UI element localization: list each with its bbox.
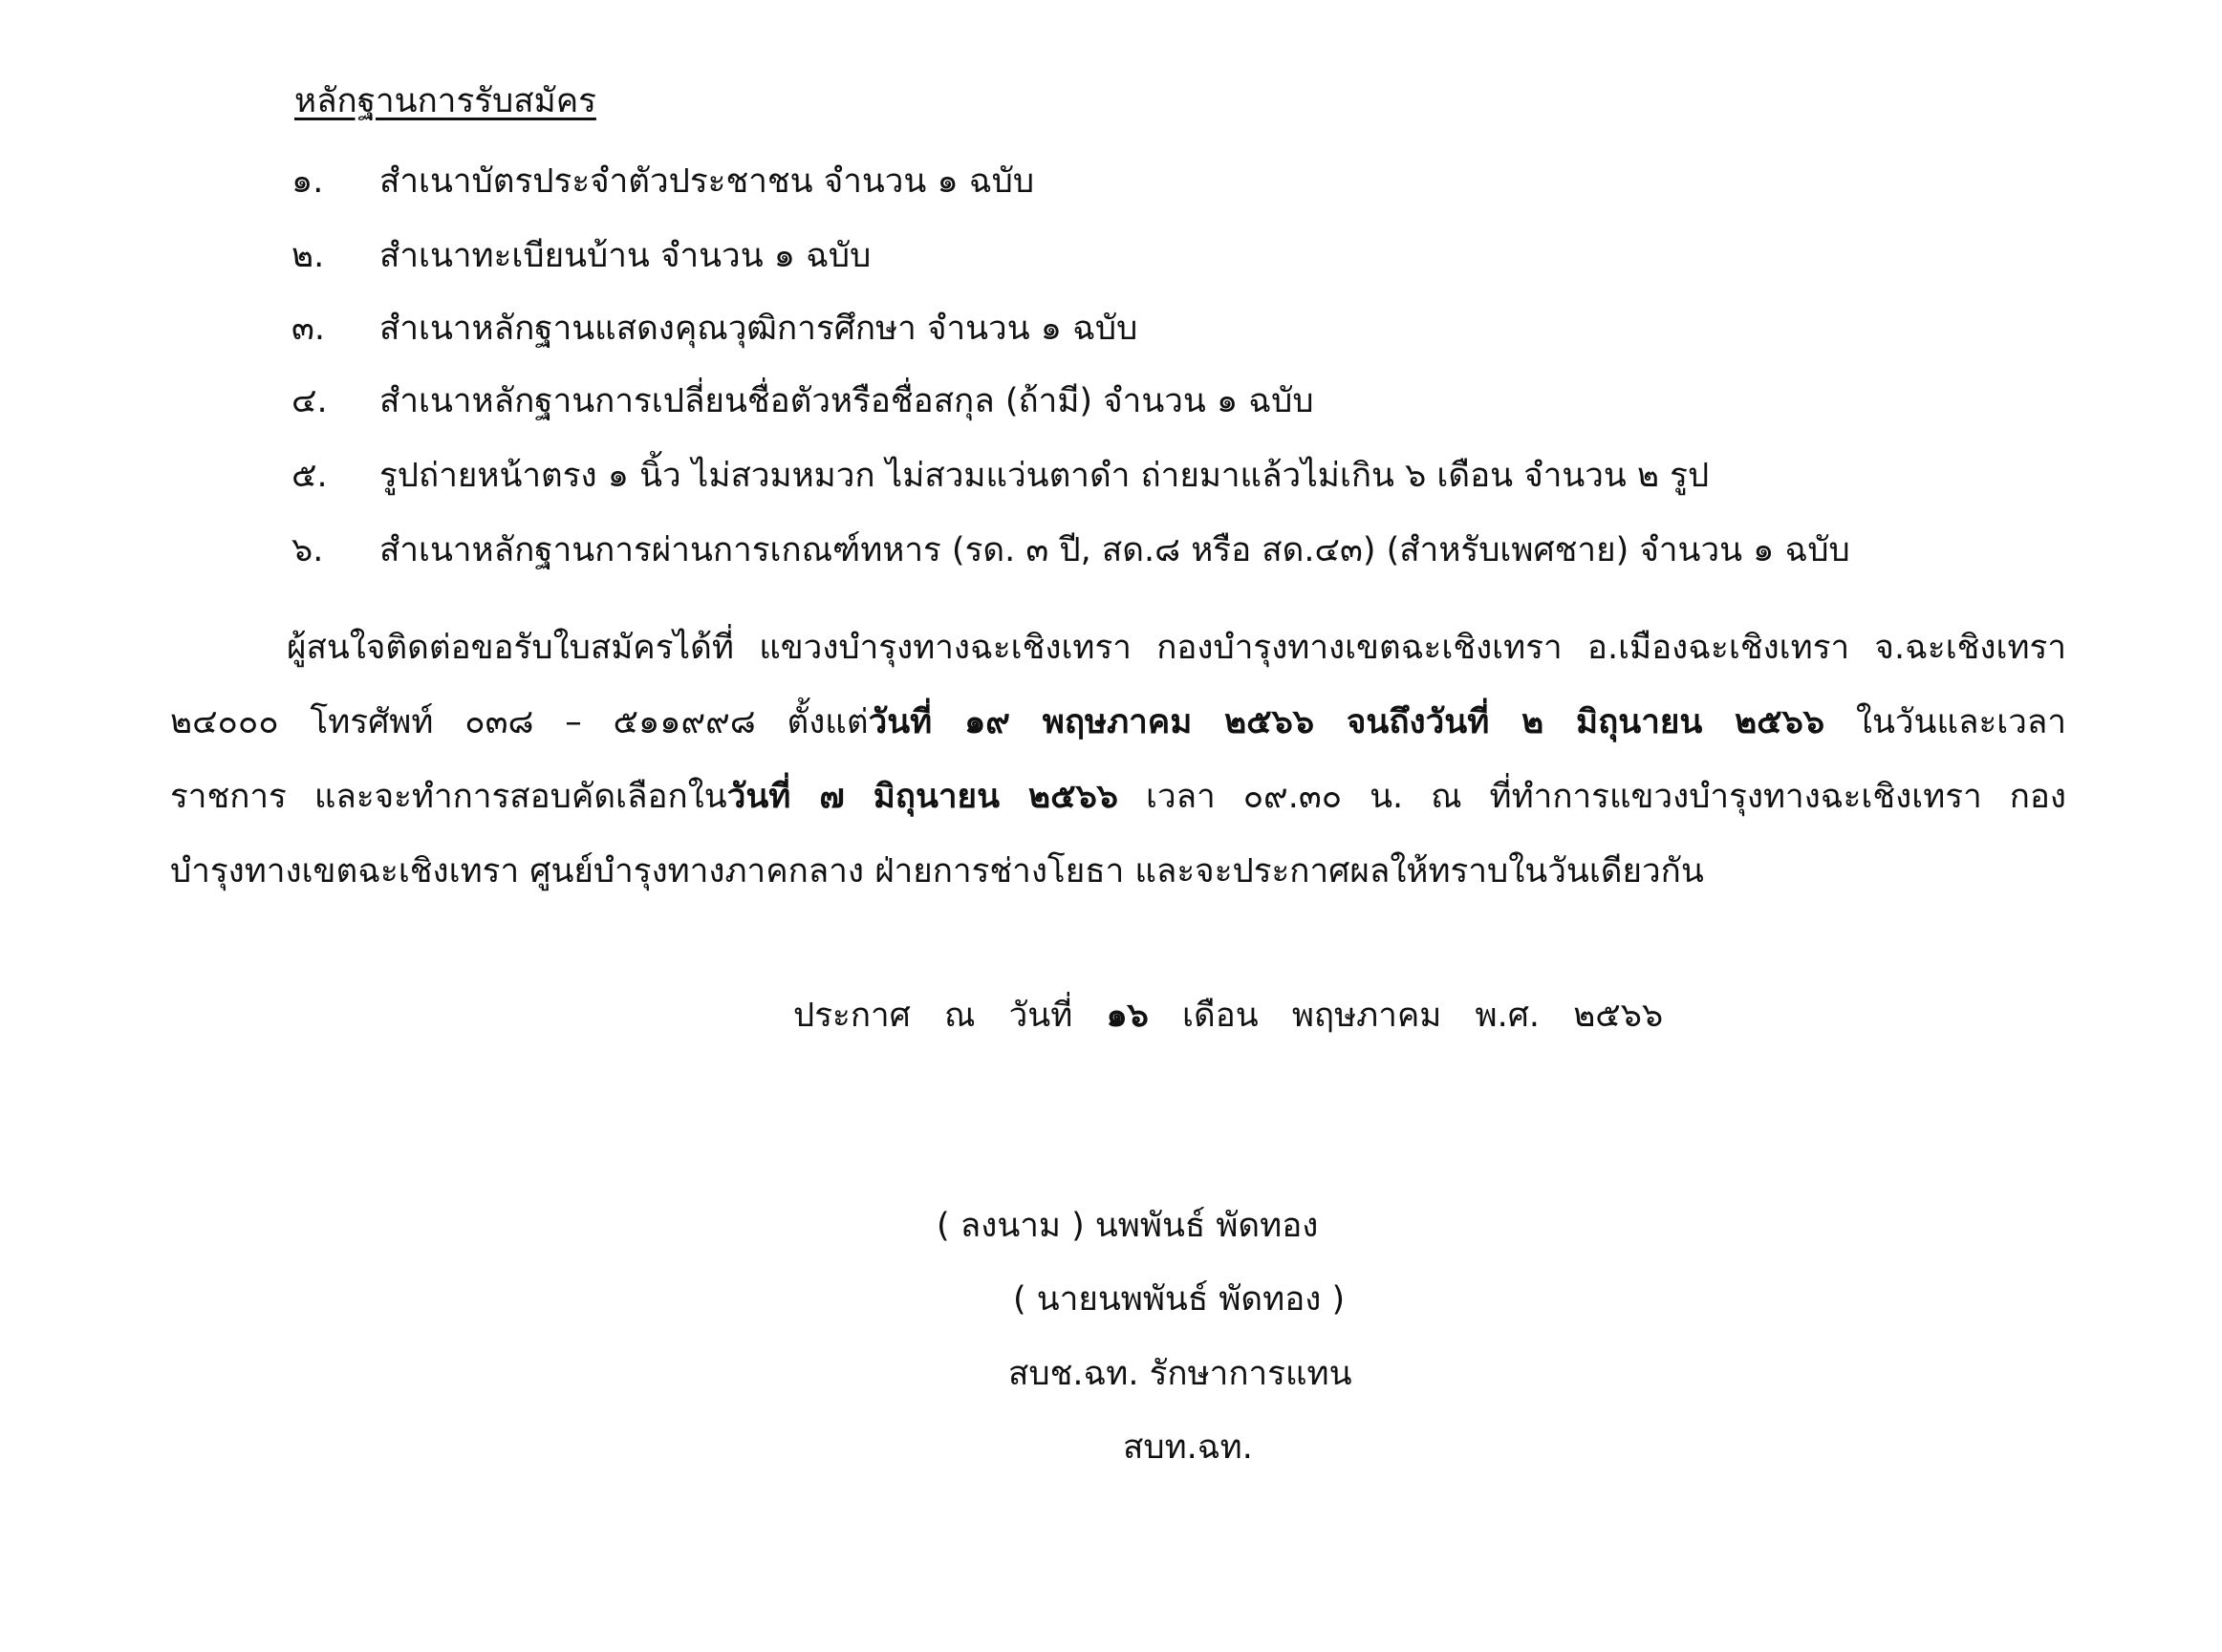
contact-paragraph-line (287, 621, 2066, 674)
requirement-number: ๓. (291, 310, 326, 348)
paragraph-text: ผู้สนใจติดต่อขอรับใบสมัครได้ที่ แขวงบำรุงทางฉะเชิงเทรา กองบำรุงทางเขตฉะเชิงเทรา อ.เมืองฉะเชิงเทรา จ.ฉะเชิงเทรา (287, 629, 2066, 667)
announce-label: ประกาศ (793, 997, 911, 1035)
announce-at: ณ (944, 997, 976, 1035)
exam-date: วันที่ ๗ มิถุนายน ๒๕๖๖ (726, 778, 1119, 816)
signatory-acting-title: สบช.ฉท. รักษาการแทน (1008, 1355, 1352, 1393)
requirement-text: สำเนาทะเบียนบ้าน จำนวน ๑ ฉบับ (379, 237, 872, 275)
requirement-number: ๖. (291, 531, 324, 569)
requirement-text: รูปถ่ายหน้าตรง ๑ นิ้ว ไม่สวมหมวก ไม่สวมแว่นตาดำ ถ่ายมาแล้วไม่เกิน ๖ เดือน จำนวน ๒ รูป (379, 457, 1710, 495)
contact-paragraph-line (170, 845, 1704, 897)
signatory-name: ( นายนพพันธ์ พัดทอง ) (1013, 1280, 1346, 1319)
contact-paragraph-line (170, 696, 2066, 748)
paragraph-text: ในวันและเวลา (1824, 703, 2066, 741)
paragraph-text: เวลา ๐๙.๓๐ น. ณ ที่ทำการแขวงบำรุงทางฉะเชิงเทรา กอง (1118, 778, 2066, 816)
announce-day: ๑๖ (1106, 997, 1149, 1035)
requirements-heading: หลักฐานการรับสมัคร (294, 82, 596, 120)
announcement-date-line (793, 989, 1686, 1041)
paragraph-text: บำรุงทางเขตฉะเชิงเทรา ศูนย์บำรุงทางภาคกลาง ฝ่ายการช่างโยธา และจะประกาศผลให้ทราบในวันเดียวกัน (170, 852, 1704, 890)
requirement-number: ๑. (291, 162, 324, 201)
contact-paragraph-line (170, 770, 2066, 823)
announce-month-label: เดือน (1182, 997, 1259, 1035)
requirement-text: สำเนาหลักฐานการเปลี่ยนชื่อตัวหรือชื่อสกุล (ถ้ามี) จำนวน ๑ ฉบับ (379, 382, 1314, 420)
signature-signed-line: ( ลงนาม ) นพพันธ์ พัดทอง (937, 1207, 1319, 1245)
requirement-text: สำเนาหลักฐานแสดงคุณวุฒิการศึกษา จำนวน ๑ ฉบับ (379, 310, 1138, 348)
application-period: วันที่ ๑๙ พฤษภาคม ๒๕๖๖ จนถึงวันที่ ๒ มิถุนายน ๒๕๖๖ (868, 703, 1825, 741)
requirement-text: สำเนาบัตรประจำตัวประชาชน จำนวน ๑ ฉบับ (379, 162, 1035, 201)
announce-year-label: พ.ศ. (1475, 997, 1541, 1035)
announce-year: ๒๕๖๖ (1573, 997, 1664, 1035)
announce-month: พฤษภาคม (1291, 997, 1442, 1035)
requirement-text: สำเนาหลักฐานการผ่านการเกณฑ์ทหาร (รด. ๓ ปี, สด.๘ หรือ สด.๔๓) (สำหรับเพศชาย) จำนวน ๑ ฉบับ (379, 531, 1850, 569)
requirement-number: ๒. (291, 237, 325, 275)
signatory-position: สบท.ฉท. (1123, 1428, 1253, 1467)
requirement-number: ๕. (291, 457, 328, 495)
announce-day-label: วันที่ (1008, 997, 1073, 1035)
paragraph-text: ราชการ และจะทำการสอบคัดเลือกใน (170, 778, 727, 816)
requirement-number: ๔. (291, 382, 328, 420)
paragraph-text: ๒๔๐๐๐ โทรศัพท์ ๐๓๘ – ๕๑๑๙๙๘ ตั้งแต่ (170, 703, 869, 741)
